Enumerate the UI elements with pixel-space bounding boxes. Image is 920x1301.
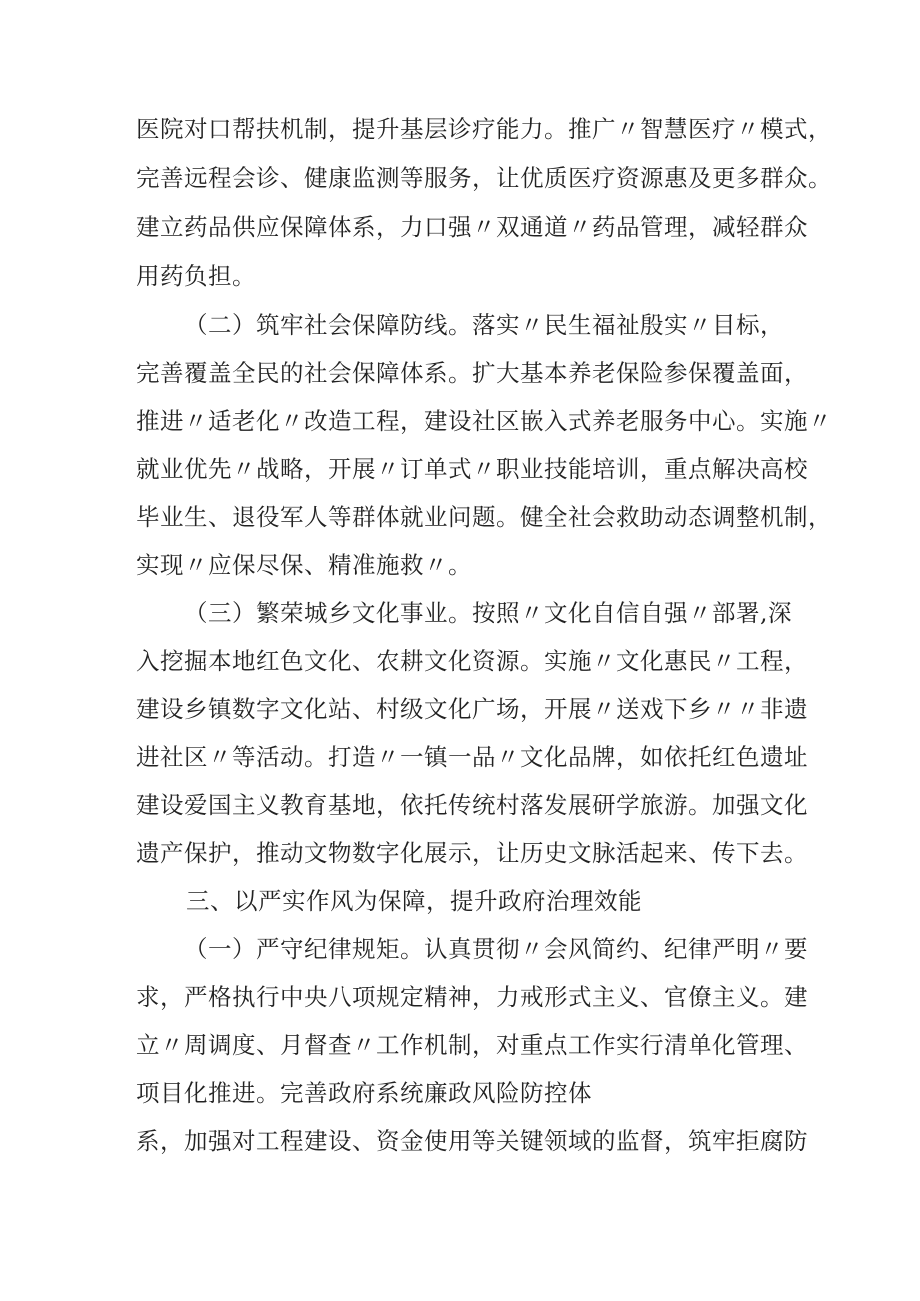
paragraph-line: 求，严格执行中央八项规定精神，力戒形式主义、官僚主义。建 [136, 983, 808, 1011]
paragraph-line: 项目化推进。完善政府系统廉政风险防控体 [136, 1079, 592, 1107]
paragraph-line: 遗产保护，推动文物数字化展示，让历史文脉活起来、传下去。 [136, 839, 808, 867]
paragraph-line: 用药负担。 [136, 262, 256, 290]
section-heading-line: （三）繁荣城乡文化事业。按照〃文化自信自强〃部署,深 [184, 599, 792, 627]
paragraph-line: 完善远程会诊、健康监测等服务，让优质医疗资源惠及更多群众。 [136, 164, 832, 192]
section-heading-line: （一）严守纪律规矩。认真贯彻〃会风简约、纪律严明〃要 [184, 935, 808, 963]
paragraph-line: 就业优先〃战略，开展〃订单式〃职业技能培训，重点解决高校 [136, 455, 808, 483]
paragraph-line: 建立药品供应保障体系，力口强〃双通道〃药品管理，减轻群众 [136, 213, 808, 241]
paragraph-line: 入挖掘本地红色文化、农耕文化资源。实施〃文化惠民〃工程， [136, 647, 808, 675]
paragraph-line: 实现〃应保尽保、精准施救〃。 [136, 551, 472, 579]
paragraph-line: 完善覆盖全民的社会保障体系。扩大基本养老保险参保覆盖面， [136, 359, 808, 387]
paragraph-line: 立〃周调度、月督查〃工作机制，对重点工作实行清单化管理、 [136, 1031, 808, 1059]
paragraph-line: 建设爱国主义教育基地，依托传统村落发展研学旅游。加强文化 [136, 791, 808, 819]
section-heading-line: （二）筑牢社会保障防线。落实〃民生福祉殷实〃目标， [184, 311, 784, 339]
paragraph-line: 毕业生、退役军人等群体就业问题。健全社会救助动态调整机制， [136, 503, 832, 531]
paragraph-line: 医院对口帮扶机制，提升基层诊疗能力。推广〃智慧医疗〃模式， [136, 115, 832, 143]
paragraph-line: 进社区〃等活动。打造〃一镇一品〃文化品牌，如依托红色遗址 [136, 743, 808, 771]
paragraph-line: 建设乡镇数字文化站、村级文化广场，开展〃送戏下乡〃〃非遗 [136, 695, 808, 723]
chapter-heading: 三、以严实作风为保障，提升政府治理效能 [186, 887, 642, 915]
paragraph-line: 推进〃适老化〃改造工程，建设社区嵌入式养老服务中心。实施〃 [136, 407, 832, 435]
paragraph-line: 系，加强对工程建设、资金使用等关键领域的监督，筑牢拒腐防 [136, 1127, 808, 1155]
